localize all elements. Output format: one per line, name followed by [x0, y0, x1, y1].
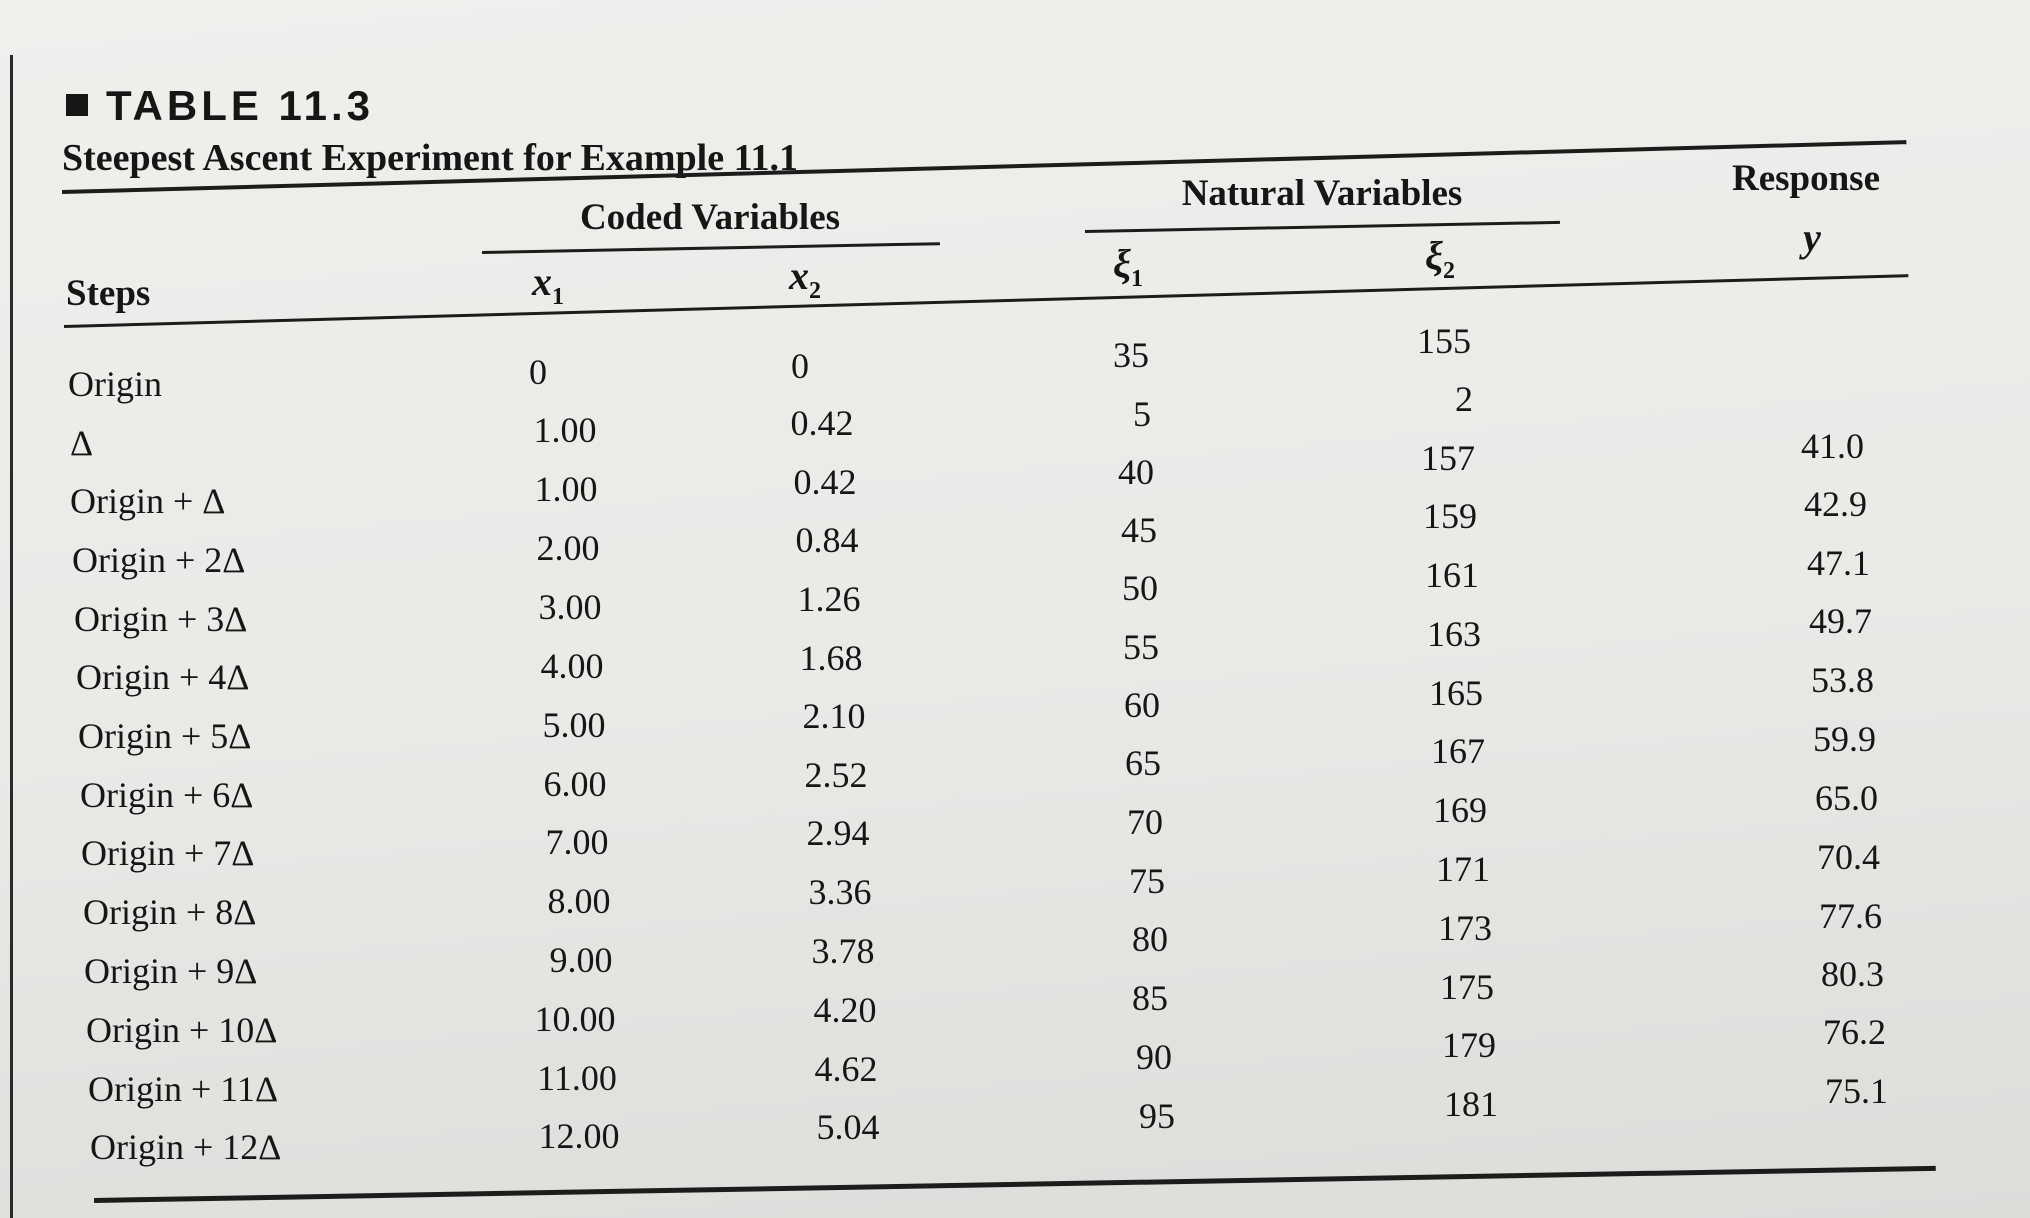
steps-heading: Steps	[66, 273, 151, 314]
step-cell: Origin	[68, 364, 162, 404]
xi1-cell: 95	[1139, 1096, 1175, 1136]
xi2-cell: 167	[1431, 731, 1485, 771]
xi2-cell: 163	[1427, 614, 1481, 654]
bottom-rule	[94, 1166, 1936, 1203]
x2-cell: 2.94	[806, 813, 870, 853]
xi1-cell: 75	[1129, 861, 1165, 901]
x1-cell: 9.00	[549, 940, 613, 980]
y-cell: 76.2	[1823, 1012, 1886, 1052]
x2-cell: 5.04	[816, 1107, 880, 1147]
xi1-cell: 90	[1136, 1037, 1172, 1077]
x1-cell: 12.00	[538, 1116, 620, 1156]
x1-heading: $x_1$	[532, 259, 564, 310]
x2-cell: 0	[791, 346, 809, 386]
x2-cell: 1.26	[797, 579, 861, 619]
x1-cell: 7.00	[545, 822, 609, 862]
y-cell: 59.9	[1813, 719, 1876, 759]
xi2-cell: 173	[1438, 908, 1492, 948]
x1-cell: 4.00	[540, 646, 604, 686]
x2-cell: 2.10	[802, 696, 866, 736]
coded-variables-heading: Coded Variables	[579, 197, 841, 238]
bullet-square-icon	[66, 94, 88, 116]
x2-cell: 4.62	[814, 1049, 878, 1089]
xi1-cell: 5	[1133, 394, 1151, 434]
x1-cell: 3.00	[538, 587, 602, 627]
x2-cell: 0.42	[790, 403, 854, 443]
xi1-cell: 70	[1127, 802, 1163, 842]
xi2-cell: 165	[1429, 673, 1483, 713]
y-heading: y	[1803, 215, 1821, 260]
x2-cell: 1.68	[799, 638, 863, 678]
xi1-cell: 35	[1113, 335, 1149, 375]
step-cell: Origin + 5Δ	[78, 716, 252, 756]
response-heading: Response	[1731, 158, 1881, 199]
xi1-cell: 80	[1132, 919, 1168, 959]
x2-cell: 0.84	[795, 520, 859, 560]
x1-cell: 0	[529, 352, 547, 392]
xi1-cell: 60	[1124, 685, 1160, 725]
step-cell: Origin + 7Δ	[81, 833, 255, 873]
x1-cell: 6.00	[543, 764, 607, 804]
table-number-text: TABLE 11.3	[106, 82, 374, 129]
step-cell: Origin + 3Δ	[74, 599, 248, 639]
step-cell: Origin + 6Δ	[80, 775, 254, 815]
x2-cell: 4.20	[813, 990, 877, 1030]
xi2-cell: 175	[1440, 967, 1494, 1007]
y-cell: 42.9	[1804, 484, 1867, 524]
step-cell: Origin + 9Δ	[84, 951, 258, 991]
x2-cell: 3.78	[811, 931, 875, 971]
step-cell: Origin + 2Δ	[72, 540, 246, 580]
step-cell: Δ	[70, 423, 94, 463]
xi2-cell: 181	[1444, 1084, 1498, 1124]
x1-cell: 8.00	[547, 881, 611, 921]
y-cell: 80.3	[1821, 954, 1884, 994]
xi2-cell: 179	[1442, 1025, 1496, 1065]
y-cell: 53.8	[1811, 660, 1874, 700]
x2-heading: $x_2$	[789, 253, 821, 304]
xi2-cell: 171	[1436, 849, 1490, 889]
y-cell: 41.0	[1801, 426, 1864, 466]
x1-cell: 5.00	[542, 705, 606, 745]
y-cell: 49.7	[1809, 601, 1872, 641]
x2-cell: 2.52	[804, 755, 868, 795]
xi1-cell: 45	[1121, 510, 1157, 550]
step-cell: Origin + 10Δ	[86, 1010, 278, 1050]
coded-group-rule	[482, 242, 940, 254]
xi2-cell: 169	[1433, 790, 1487, 830]
natural-variables-heading: Natural Variables	[1181, 173, 1463, 214]
y-cell: 70.4	[1817, 837, 1880, 877]
xi2-cell: 155	[1417, 321, 1471, 361]
x1-cell: 1.00	[533, 410, 597, 450]
header-bottom-rule	[64, 274, 1908, 328]
xi2-cell: 161	[1425, 555, 1479, 595]
y-cell: 77.6	[1819, 896, 1882, 936]
y-cell: 75.1	[1825, 1071, 1888, 1111]
x1-cell: 10.00	[534, 999, 616, 1039]
xi2-cell: 159	[1423, 496, 1477, 536]
xi1-cell: 55	[1123, 627, 1159, 667]
step-cell: Origin + 4Δ	[76, 657, 250, 697]
xi2-cell: 2	[1455, 379, 1473, 419]
table-title: Steepest Ascent Experiment for Example 11.1	[62, 137, 798, 179]
xi1-heading: $\xi_1$	[1113, 241, 1143, 292]
step-cell: Origin + Δ	[70, 481, 226, 521]
x2-cell: 3.36	[808, 872, 872, 912]
xi1-cell: 85	[1132, 978, 1168, 1018]
xi2-cell: 157	[1421, 438, 1475, 478]
y-cell: 47.1	[1807, 543, 1870, 583]
xi1-cell: 40	[1118, 452, 1154, 492]
table-number	[66, 82, 374, 130]
step-cell: Origin + 8Δ	[83, 892, 257, 932]
x1-cell: 2.00	[536, 528, 600, 568]
xi1-cell: 65	[1125, 743, 1161, 783]
x1-cell: 11.00	[537, 1058, 617, 1098]
xi1-cell: 50	[1122, 568, 1158, 608]
page-edge	[10, 55, 13, 1218]
step-cell: Origin + 11Δ	[88, 1069, 279, 1109]
xi2-heading: $\xi_2$	[1425, 233, 1455, 284]
x1-cell: 1.00	[534, 469, 598, 509]
step-cell: Origin + 12Δ	[90, 1127, 282, 1167]
x2-cell: 0.42	[793, 462, 857, 502]
natural-group-rule	[1085, 221, 1560, 233]
y-cell: 65.0	[1815, 778, 1878, 818]
